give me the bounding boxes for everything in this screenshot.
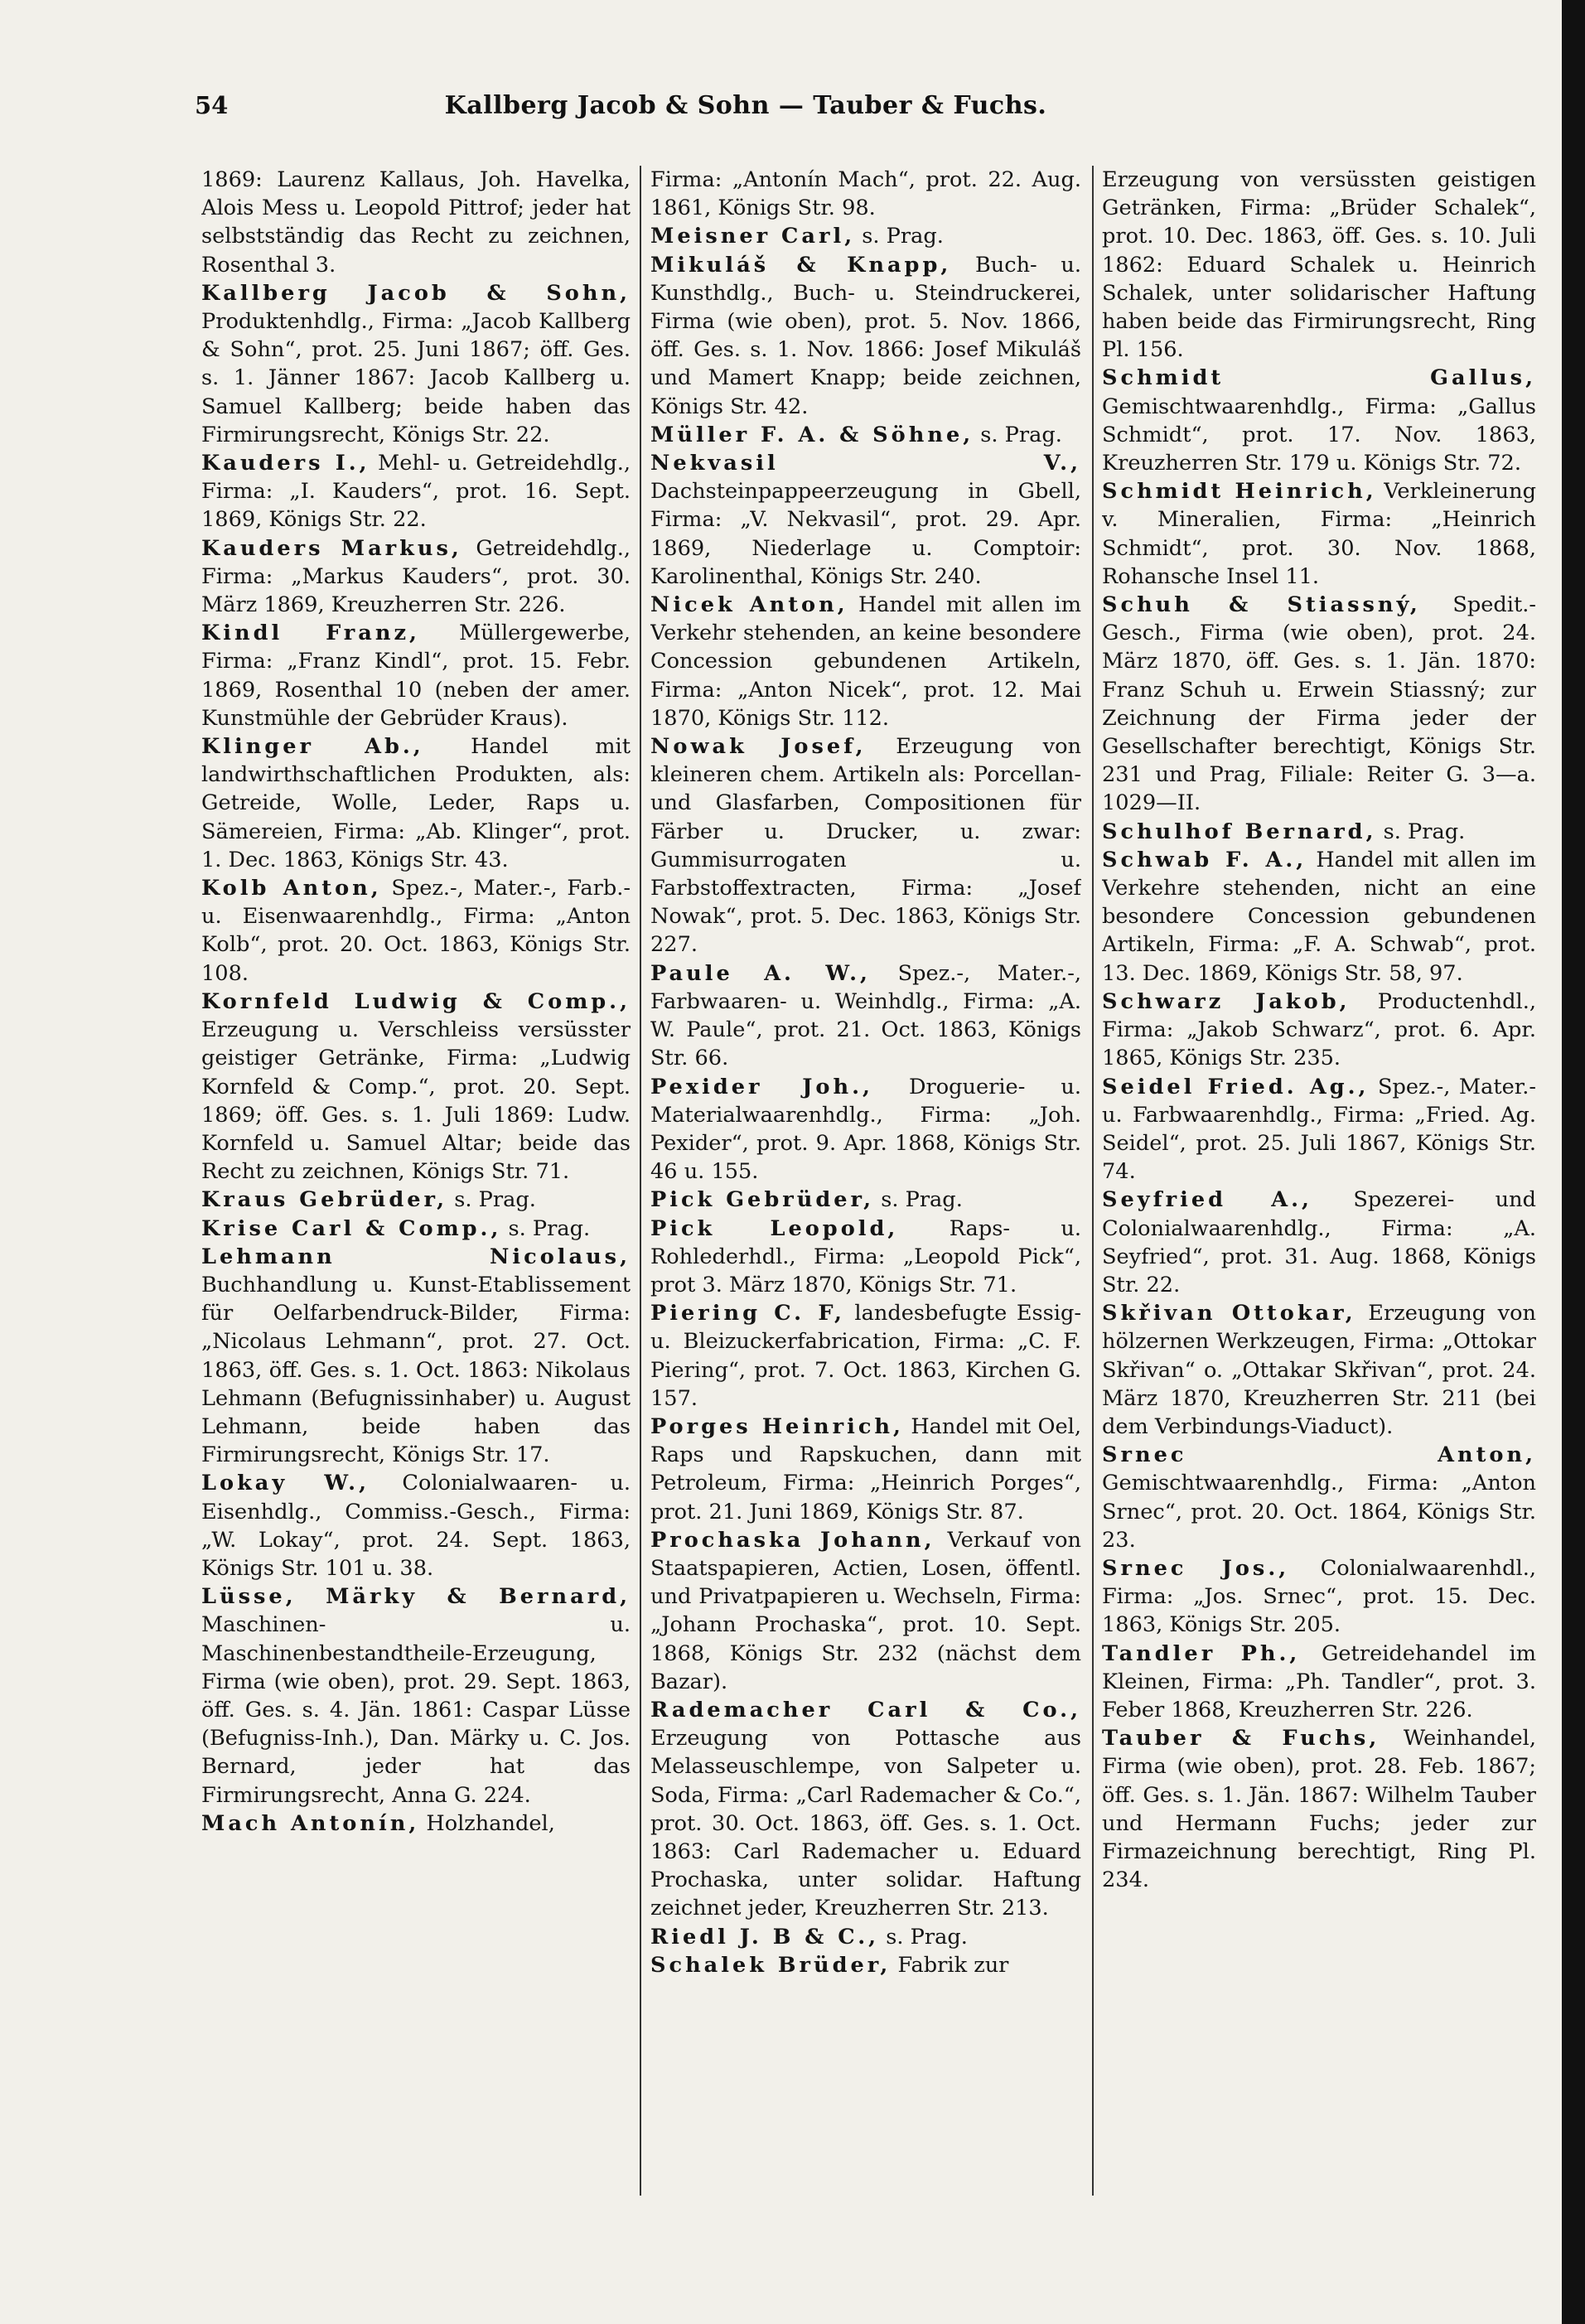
entry-firm-name: Lokay W., xyxy=(201,1471,370,1496)
directory-entry xyxy=(650,1073,1081,1186)
entry-details: Colonialwaarenhdl., Firma: „Jos. Srnec“, prot. 15. Dec. 1863, Königs Str. 205. xyxy=(1102,1555,1536,1638)
entry-firm-name: Schuh & Stiassný, xyxy=(1102,592,1421,618)
entry-details: Verkauf von Staatspapieren, Actien, Losen, öffentl. und Privatpapieren u. Wechseln, Firma: „Johann Prochaska“, prot. 10. Sept. 1868, Königs Str. 232 (nächst dem Bazar). xyxy=(650,1527,1081,1694)
entry-firm-name: Rademacher Carl & Co., xyxy=(650,1697,1081,1722)
entry-details: s. Prag. xyxy=(881,1187,963,1213)
entry-firm-name: Srnec Anton, xyxy=(1102,1442,1536,1468)
entry-details: s. Prag. xyxy=(508,1215,591,1241)
entry-firm-name: Schwarz Jakob, xyxy=(1102,988,1351,1014)
entry-details: s. Prag. xyxy=(862,224,944,249)
entry-details: Handel mit landwirthschaftlichen Produkten, als: Getreide, Wolle, Leder, Raps u. Sämereien, Firma: „Ab. Klinger“, prot. 1. Dec. 1863, Königs Str. 43. xyxy=(201,734,631,872)
entry-details: Produktenhdlg., Firma: „Jacob Kallberg & Sohn“, prot. 25. Juni 1867; öff. Ges. s. 1. Jänner 1867: Jacob Kallberg u. Samuel Kallberg; beide haben das Firmirungsrecht, Königs Str. 22. xyxy=(201,309,631,447)
directory-entry xyxy=(1102,1724,1536,1894)
directory-entry xyxy=(201,1215,631,1243)
entry-details: Erzeugung von versüssten geistigen Getränken, Firma: „Brüder Schalek“, prot. 10. Dec. 1863, öff. Ges. s. 10. Juli 1862: Eduard Schalek u. Heinrich Schalek, unter solidarischer Haftung haben beide das Firmirungsrecht, Ring Pl. 156. xyxy=(1102,167,1536,363)
directory-entry xyxy=(1102,477,1536,591)
entry-details: Spezerei- und Colonialwaarenhdlg., Firma: „A. Seyfried“, prot. 31. Aug. 1868, Königs Str. 22. xyxy=(1102,1187,1536,1297)
directory-entry xyxy=(201,619,631,732)
directory-entry xyxy=(650,421,1081,449)
entry-details: Gemischtwaarenhdlg., Firma: „Gallus Schmidt“, prot. 17. Nov. 1863, Kreuzherren Str. 179 u. Königs Str. 72. xyxy=(1102,394,1536,476)
entry-firm-name: Schwab F. A., xyxy=(1102,847,1307,872)
entry-details: Handel mit allen im Verkehre stehenden, nicht an eine besondere Concession gebundenen Artikeln, Firma: „F. A. Schwab“, prot. 13. Dec. 1869, Königs Str. 58, 97. xyxy=(1102,847,1536,986)
directory-entry xyxy=(650,732,1081,959)
entry-firm-name: Schulhof Bernard, xyxy=(1102,819,1377,844)
entry-details: Fabrik zur xyxy=(897,1952,1009,1978)
entry-firm-name: Tandler Ph., xyxy=(1102,1640,1301,1666)
directory-entry xyxy=(201,1243,631,1470)
directory-entry xyxy=(1102,988,1536,1073)
entry-details: s. Prag. xyxy=(454,1187,536,1213)
entry-firm-name: Schalek Brüder, xyxy=(650,1952,892,1978)
entry-firm-name: Srnec Jos., xyxy=(1102,1555,1290,1581)
page-number: 54 xyxy=(195,91,229,119)
entry-details: landesbefugte Essig- u. Bleizuckerfabrication, Firma: „C. F. Piering“, prot. 7. Oct. 1863, Kirchen G. 157. xyxy=(650,1301,1081,1411)
entry-details: 1869: Laurenz Kallaus, Joh. Havelka, Alois Mess u. Leopold Pittrof; jeder hat selbstständig das Recht zu zeichnen, Rosenthal 3. xyxy=(201,167,631,278)
entry-firm-name: Klinger Ab., xyxy=(201,734,424,760)
directory-entry xyxy=(1102,591,1536,818)
entry-firm-name: Schmidt Heinrich, xyxy=(1102,479,1377,505)
directory-entry xyxy=(650,222,1081,250)
entry-details: Buch- u. Kunsthdlg., Buch- u. Steindruckerei, Firma (wie oben), prot. 5. Nov. 1866, öff. Ges. s. 1. Nov. 1866: Josef Mikuláš und Mamert Knapp; beide zeichnen, Königs Str. 42. xyxy=(650,252,1081,419)
entry-firm-name: Lehmann Nicolaus, xyxy=(201,1244,631,1269)
entry-details: Spez.-, Mater.- u. Farbwaarenhdlg., Firma: „Fried. Ag. Seidel“, prot. 25. Juli 1867, Königs Str. 74. xyxy=(1102,1074,1536,1185)
entry-firm-name: Prochaska Johann, xyxy=(650,1527,935,1553)
entry-details: s. Prag. xyxy=(1383,819,1466,844)
directory-entry xyxy=(201,1469,631,1582)
directory-entry xyxy=(1102,166,1536,364)
entry-details: Erzeugung von kleineren chem. Artikeln als: Porcellan- und Glasfarben, Compositionen für Färber u. Drucker, u. zwar: Gummisurrogaten u. Farbstoffextracten, Firma: „Josef Nowak“, prot. 5. Dec. 1863, Königs Str. 227. xyxy=(650,734,1081,958)
directory-entry xyxy=(650,959,1081,1073)
directory-entry xyxy=(201,534,631,620)
directory-entry xyxy=(201,166,631,279)
entry-firm-name: Kolb Anton, xyxy=(201,876,382,901)
entry-details: Spez.-, Mater.-, Farbwaaren- u. Weinhdlg., Firma: „A. W. Paule“, prot. 21. Oct. 1863, Königs Str. 66. xyxy=(650,960,1081,1071)
directory-entry xyxy=(650,1413,1081,1526)
column-rule xyxy=(1092,166,1094,2196)
entry-details: Weinhandel, Firma (wie oben), prot. 28. Feb. 1867; öff. Ges. s. 1. Jän. 1867: Wilhelm Tauber und Hermann Fuchs; jeder zur Firmazeichnung berechtigt, Ring Pl. 234. xyxy=(1102,1726,1536,1893)
entry-details: Dachsteinpappeerzeugung in Gbell, Firma: „V. Nekvasil“, prot. 29. Apr. 1869, Niederlage u. Comptoir: Karolinenthal, Königs Str. 240. xyxy=(650,479,1081,589)
entry-firm-name: Pick Gebrüder, xyxy=(650,1187,875,1213)
directory-entry xyxy=(650,1186,1081,1214)
entry-details: Raps- u. Rohlederhdl., Firma: „Leopold Pick“, prot 3. März 1870, Königs Str. 71. xyxy=(650,1215,1081,1297)
entry-firm-name: Skřivan Ottokar, xyxy=(1102,1301,1356,1326)
directory-entry xyxy=(650,1215,1081,1300)
running-title: Kallberg Jacob & Sohn — Tauber & Fuchs. xyxy=(444,91,1047,120)
entry-details: Getreidehandel im Kleinen, Firma: „Ph. Tandler“, prot. 3. Feber 1868, Kreuzherren Str. 226. xyxy=(1102,1640,1536,1722)
entry-firm-name: Kallberg Jacob & Sohn, xyxy=(201,280,631,306)
directory-entry xyxy=(201,279,631,449)
column-3 xyxy=(1102,166,1536,2212)
entry-details: Erzeugung von Pottasche aus Melasseuschlempe, von Salpeter u. Soda, Firma: „Carl Rademacher & Co.“, prot. 30. Oct. 1863, öff. Ges. s. 1. Oct. 1863: Carl Rademacher u. Eduard Prochaska, unter solidar. Haftung zeichnet jeder, Kreuzherren Str. 213. xyxy=(650,1726,1081,1921)
directory-entry xyxy=(1102,1441,1536,1554)
binding-edge xyxy=(1562,0,1585,2324)
entry-details: Spedit.-Gesch., Firma (wie oben), prot. 24. März 1870, öff. Ges. s. 1. Jän. 1870: Franz Schuh u. Erwein Stiassný; zur Zeichnung der Firma jeder der Gesellschafter berechtigt, Königs Str. 231 und Prag, Filiale: Reiter G. 3—a. 1029—II. xyxy=(1102,592,1536,816)
entry-firm-name: Pexider Joh., xyxy=(650,1074,873,1099)
entry-details: Erzeugung von hölzernen Werkzeugen, Firma: „Ottokar Skřivan“ o. „Ottakar Skřivan“, prot. 24. März 1870, Kreuzherren Str. 211 (bei dem Verbindungs-Viaduct). xyxy=(1102,1301,1536,1439)
entry-details: Firma: „Antonín Mach“, prot. 22. Aug. 1861, Königs Str. 98. xyxy=(650,167,1081,221)
directory-entry xyxy=(650,591,1081,732)
entry-details: Müllergewerbe, Firma: „Franz Kindl“, prot. 15. Febr. 1869, Rosenthal 10 (neben der amer. Kunstmühle der Gebrüder Kraus). xyxy=(201,621,631,731)
entry-details: Handel mit allen im Verkehr stehenden, an keine besondere Concession gebundenen Artikeln, Firma: „Anton Nicek“, prot. 12. Mai 1870, Königs Str. 112. xyxy=(650,592,1081,731)
entry-details: Droguerie- u. Materialwaarenhdlg., Firma: „Joh. Pexider“, prot. 9. Apr. 1868, Königs Str. 46 u. 155. xyxy=(650,1074,1081,1185)
directory-entry xyxy=(1102,1554,1536,1640)
directory-entry xyxy=(201,874,631,988)
column-1 xyxy=(201,166,631,2212)
entry-details: Gemischtwaarenhdlg., Firma: „Anton Srnec“, prot. 20. Oct. 1864, Königs Str. 23. xyxy=(1102,1471,1536,1553)
entry-firm-name: Kornfeld Ludwig & Comp., xyxy=(201,988,631,1014)
entry-firm-name: Seyfried A., xyxy=(1102,1187,1312,1213)
directory-entry xyxy=(650,1923,1081,1951)
entry-firm-name: Müller F. A. & Söhne, xyxy=(650,422,974,447)
entry-firm-name: Lüsse, Märky & Bernard, xyxy=(201,1584,631,1610)
entry-firm-name: Kraus Gebrüder, xyxy=(201,1187,448,1213)
directory-entry xyxy=(1102,1299,1536,1441)
entry-details: Handel mit Oel, Raps und Rapskuchen, dann mit Petroleum, Firma: „Heinrich Porges“, prot. 21. Juni 1869, Königs Str. 87. xyxy=(650,1413,1081,1524)
directory-entry xyxy=(650,166,1081,222)
entry-firm-name: Kindl Franz, xyxy=(201,621,420,646)
directory-entry xyxy=(650,1526,1081,1696)
directory-entry xyxy=(1102,1073,1536,1186)
entry-firm-name: Tauber & Fuchs, xyxy=(1102,1726,1380,1751)
directory-entry xyxy=(650,449,1081,591)
directory-entry xyxy=(650,1696,1081,1923)
entry-firm-name: Paule A. W., xyxy=(650,960,871,986)
directory-entry xyxy=(201,732,631,874)
directory-entry xyxy=(1102,818,1536,846)
entry-details: Verkleinerung v. Mineralien, Firma: „Heinrich Schmidt“, prot. 30. Nov. 1868, Rohansche Insel 11. xyxy=(1102,479,1536,589)
directory-entry xyxy=(650,1951,1081,1979)
entry-firm-name: Schmidt Gallus, xyxy=(1102,365,1536,391)
entry-firm-name: Krise Carl & Comp., xyxy=(201,1215,502,1241)
directory-entry xyxy=(201,988,631,1186)
directory-entry xyxy=(1102,364,1536,477)
entry-details: Colonialwaaren- u. Eisenhdlg., Commiss.-Gesch., Firma: „W. Lokay“, prot. 24. Sept. 1863, Königs Str. 101 u. 38. xyxy=(201,1471,631,1581)
entry-firm-name: Nicek Anton, xyxy=(650,592,848,618)
entry-firm-name: Kauders I., xyxy=(201,451,370,476)
directory-entry xyxy=(1102,1640,1536,1725)
directory-entry xyxy=(201,1186,631,1214)
entry-details: Productenhdl., Firma: „Jakob Schwarz“, prot. 6. Apr. 1865, Königs Str. 235. xyxy=(1102,988,1536,1071)
entry-firm-name: Nekvasil V., xyxy=(650,451,1081,476)
entry-details: s. Prag. xyxy=(980,422,1062,447)
column-2 xyxy=(650,166,1081,2212)
entry-firm-name: Nowak Josef, xyxy=(650,734,867,760)
entry-firm-name: Pick Leopold, xyxy=(650,1215,899,1241)
entry-details: Erzeugung u. Verschleiss versüsster geistiger Getränke, Firma: „Ludwig Kornfeld & Comp.“, prot. 20. Sept. 1869; öff. Ges. s. 1. Juli 1869: Ludw. Kornfeld u. Samuel Altar; beide das Recht zu zeichnen, Königs Str. 71. xyxy=(201,1017,631,1185)
entry-details: Buchhandlung u. Kunst-Etablissement für Oelfarbendruck-Bilder, Firma: „Nicolaus Lehmann“, prot. 27. Oct. 1863, öff. Ges. s. 1. Oct. 1863: Nikolaus Lehmann (Befugnissinhaber) u. August Lehmann, beide haben das Firmirungsrecht, Königs Str. 17. xyxy=(201,1272,631,1468)
directory-entry xyxy=(201,449,631,534)
entry-details: s. Prag. xyxy=(886,1924,968,1950)
directory-entry xyxy=(650,251,1081,421)
directory-entry xyxy=(1102,1186,1536,1299)
entry-firm-name: Mikuláš & Knapp, xyxy=(650,252,952,278)
page-header xyxy=(195,91,1297,131)
entry-details: Maschinen- u. Maschinenbestandtheile-Erzeugung, Firma (wie oben), prot. 29. Sept. 1863, öff. Ges. s. 4. Jän. 1861: Caspar Lüsse (Befugniss-Inh.), Dan. Märky u. C. Jos. Bernard, jeder hat das Firmirungsrecht, Anna G. 224. xyxy=(201,1612,631,1808)
entry-firm-name: Kauders Markus, xyxy=(201,535,462,561)
entry-details: Mehl- u. Getreidehdlg., Firma: „I. Kauders“, prot. 16. Sept. 1869, Königs Str. 22. xyxy=(201,451,631,533)
entry-firm-name: Riedl J. B & C., xyxy=(650,1924,880,1950)
directory-entry xyxy=(201,1582,631,1809)
entry-details: Spez.-, Mater.-, Farb.- u. Eisenwaarenhdlg., Firma: „Anton Kolb“, prot. 20. Oct. 1863, Königs Str. 108. xyxy=(201,876,631,986)
entry-details: Holzhandel, xyxy=(426,1810,555,1836)
entry-firm-name: Piering C. F, xyxy=(650,1301,845,1326)
entry-details: Getreidehdlg., Firma: „Markus Kauders“, prot. 30. März 1869, Kreuzherren Str. 226. xyxy=(201,535,631,618)
directory-entry xyxy=(201,1809,631,1838)
entry-firm-name: Mach Antonín, xyxy=(201,1810,420,1836)
directory-entry xyxy=(1102,846,1536,988)
entry-firm-name: Meisner Carl, xyxy=(650,224,856,249)
directory-entry xyxy=(650,1299,1081,1413)
column-rule xyxy=(640,166,641,2196)
entry-firm-name: Porges Heinrich, xyxy=(650,1413,904,1439)
entry-firm-name: Seidel Fried. Ag., xyxy=(1102,1074,1370,1099)
